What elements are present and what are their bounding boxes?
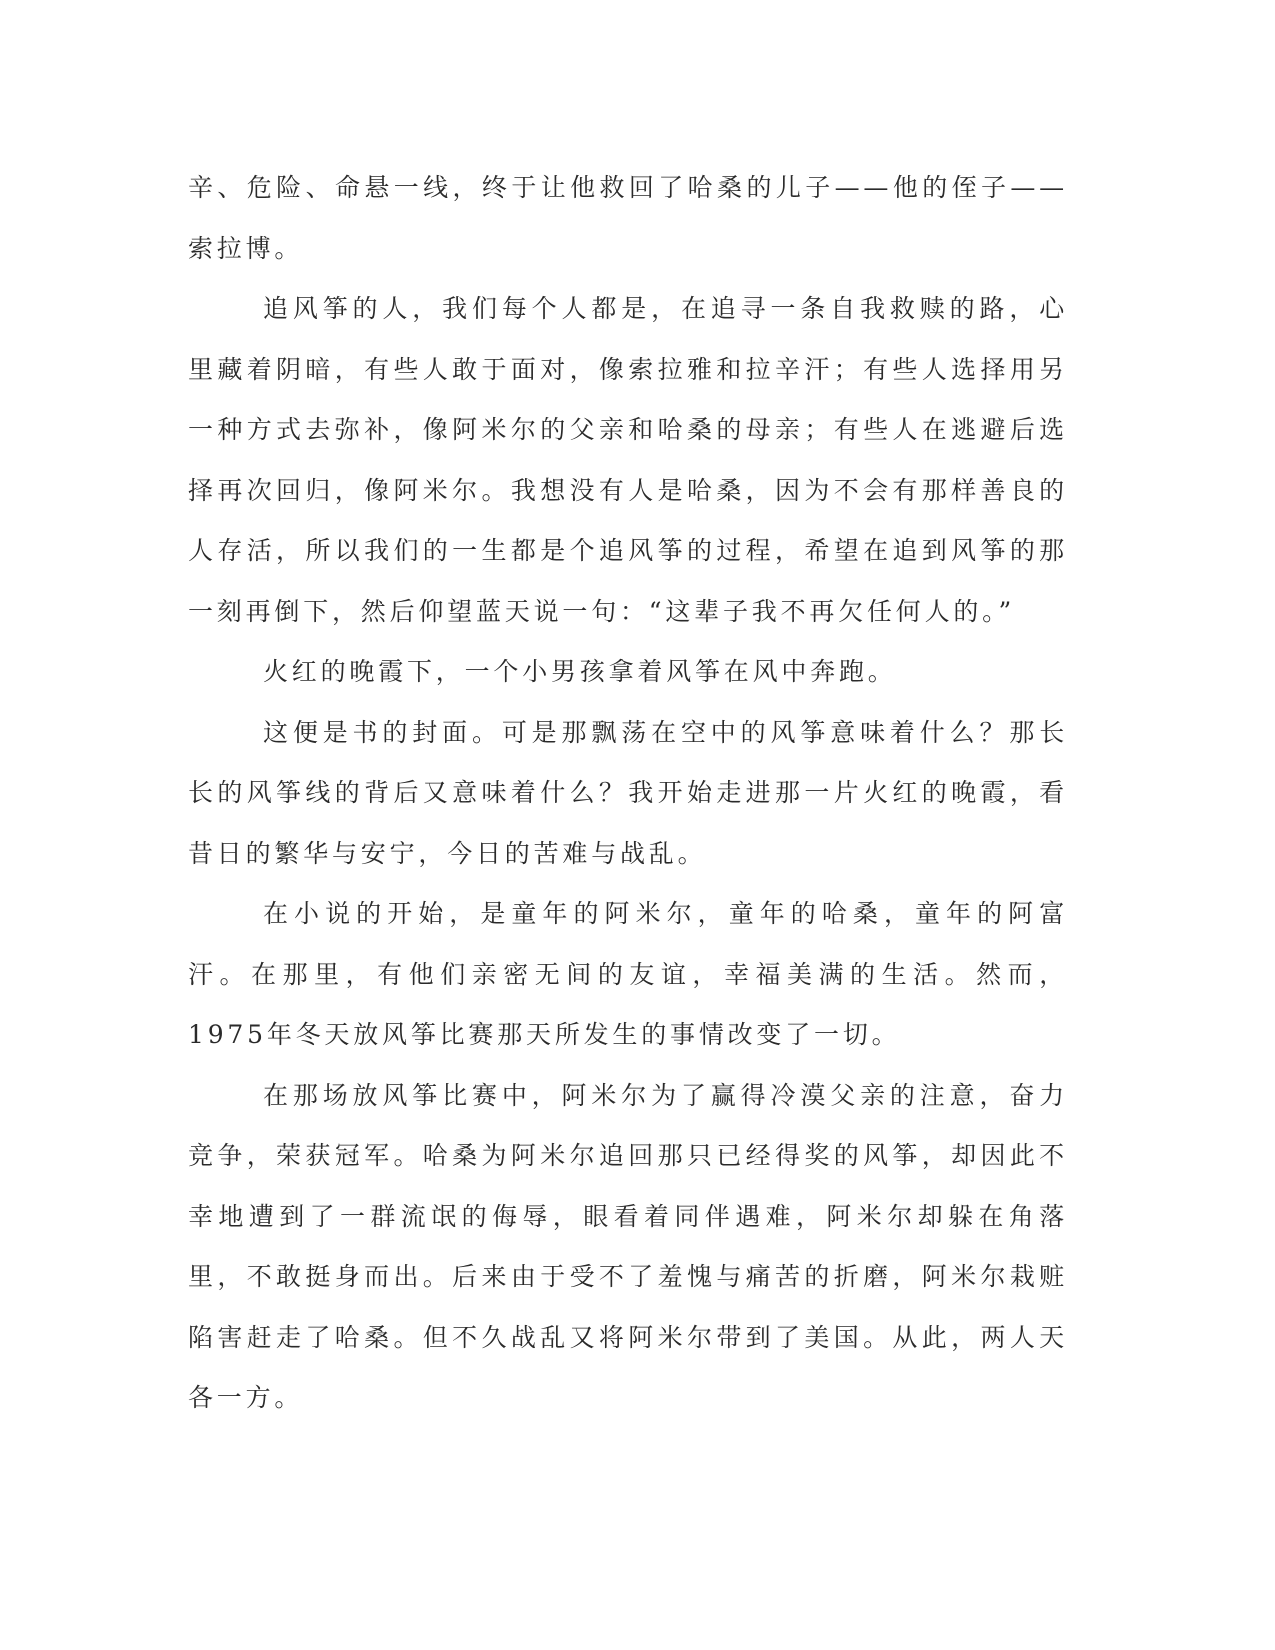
paragraph-4: 这便是书的封面。可是那飘荡在空中的风筝意味着什么？那长长的风筝线的背后又意味着什么？我开始走进那一片火红的晚霞，看昔日的繁华与安宁，今日的苦难与战乱。 (188, 717, 1068, 868)
paragraph-3: 火红的晚霞下，一个小男孩拿着风筝在风中奔跑。 (263, 657, 897, 686)
paragraph-2: 追风筝的人，我们每个人都是，在追寻一条自我救赎的路，心里藏着阴暗，有些人敢于面对，像索拉雅和拉辛汗；有些人选择用另一种方式去弥补，像阿米尔的父亲和哈桑的母亲；有些人在逃避后选择再次回归，像阿米尔。我想没有人是哈桑，因为不会有那样善良的人存活，所以我们的一生都是个追风筝的过程，希望在追到风筝的那一刻再倒下，然后仰望蓝天说一句：“这辈子我不再欠任何人的。” (188, 294, 1068, 626)
paragraph-5: 在小说的开始，是童年的阿米尔，童年的哈桑，童年的阿富汗。在那里，有他们亲密无间的友谊，幸福美满的生活。然而，1975年冬天放风筝比赛那天所发生的事情改变了一切。 (188, 899, 1068, 1049)
paragraph-6: 在那场放风筝比赛中，阿米尔为了赢得冷漠父亲的注意，奋力竞争，荣获冠军。哈桑为阿米尔追回那只已经得奖的风筝，却因此不幸地遭到了一群流氓的侮辱，眼看着同伴遇难，阿米尔却躲在角落里，不敢挺身而出。后来由于受不了羞愧与痛苦的折磨，阿米尔栽赃陷害赶走了哈桑。但不久战乱又将阿米尔带到了美国。从此，两人天各一方。 (188, 1080, 1068, 1412)
document-body (188, 158, 1068, 1429)
paragraph-1: 辛、危险、命悬一线，终于让他救回了哈桑的儿子——他的侄子——索拉博。 (188, 173, 1068, 263)
